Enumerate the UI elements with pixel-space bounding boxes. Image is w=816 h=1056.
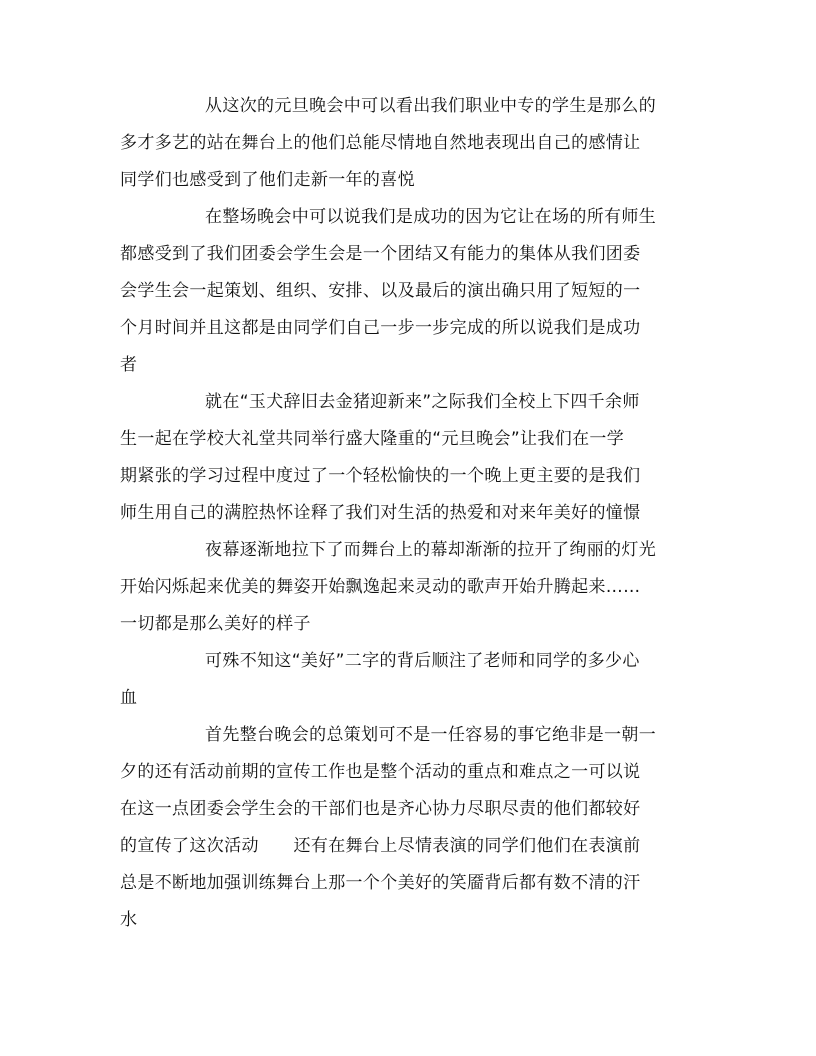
paragraph-1-line-1: 从这次的元旦晚会中可以看出我们职业中专的学生是那么的 (205, 96, 657, 116)
paragraph-2-line-2: 都感受到了我们团委会学生会是一个团结又有能力的集体从我们团委 (120, 244, 641, 264)
paragraph-3-line-2: 生一起在学校大礼堂共同举行盛大隆重的“元旦晚会”让我们在一学 (120, 429, 625, 449)
paragraph-1-line-3: 同学们也感受到了他们走新一年的喜悦 (120, 170, 415, 190)
paragraph-6-line-6: 水 (120, 910, 138, 930)
paragraph-2-line-1: 在整场晚会中可以说我们是成功的因为它让在场的所有师生 (205, 207, 657, 227)
paragraph-6-line-3: 在这一点团委会学生会的干部们也是齐心协力尽职尽责的他们都较好 (120, 799, 641, 819)
paragraph-3-line-3: 期紧张的学习过程中度过了一个轻松愉快的一个晚上更主要的是我们 (120, 466, 641, 486)
paragraph-6-line-1: 首先整台晚会的总策划可不是一任容易的事它绝非是一朝一 (205, 725, 657, 745)
paragraph-3-line-4: 师生用自己的满腔热怀诠释了我们对生活的热爱和对来年美好的憧憬 (120, 503, 641, 523)
paragraph-4-line-3: 一切都是那么美好的样子 (120, 614, 311, 634)
paragraph-5-line-2: 血 (120, 688, 138, 708)
paragraph-4-line-2: 开始闪烁起来优美的舞姿开始飘逸起来灵动的歌声开始升腾起来…… (120, 577, 641, 597)
paragraph-6-line-2: 夕的还有活动前期的宣传工作也是整个活动的重点和难点之一可以说 (120, 762, 641, 782)
paragraph-5-line-1: 可殊不知这“美好”二字的背后顺注了老师和同学的多少心 (205, 651, 640, 671)
paragraph-1-line-2: 多才多艺的站在舞台上的他们总能尽情地自然地表现出自己的感情让 (120, 133, 641, 153)
paragraph-6-line-5: 总是不断地加强训练舞台上那一个个美好的笑靥背后都有数不清的汗 (120, 873, 641, 893)
paragraph-2-line-3: 会学生会一起策划、组织、安排、以及最后的演出确只用了短短的一 (120, 281, 641, 301)
paragraph-3-line-1: 就在“玉犬辞旧去金猪迎新来”之际我们全校上下四千余师 (205, 392, 640, 412)
paragraph-2-line-5: 者 (120, 355, 138, 375)
paragraph-4-line-1: 夜幕逐渐地拉下了而舞台上的幕却渐渐的拉开了绚丽的灯光 (205, 540, 657, 560)
paragraph-2-line-4: 个月时间并且这都是由同学们自己一步一步完成的所以说我们是成功 (120, 318, 641, 338)
paragraph-6-line-4: 的宣传了这次活动 还有在舞台上尽情表演的同学们他们在表演前 (120, 836, 641, 856)
